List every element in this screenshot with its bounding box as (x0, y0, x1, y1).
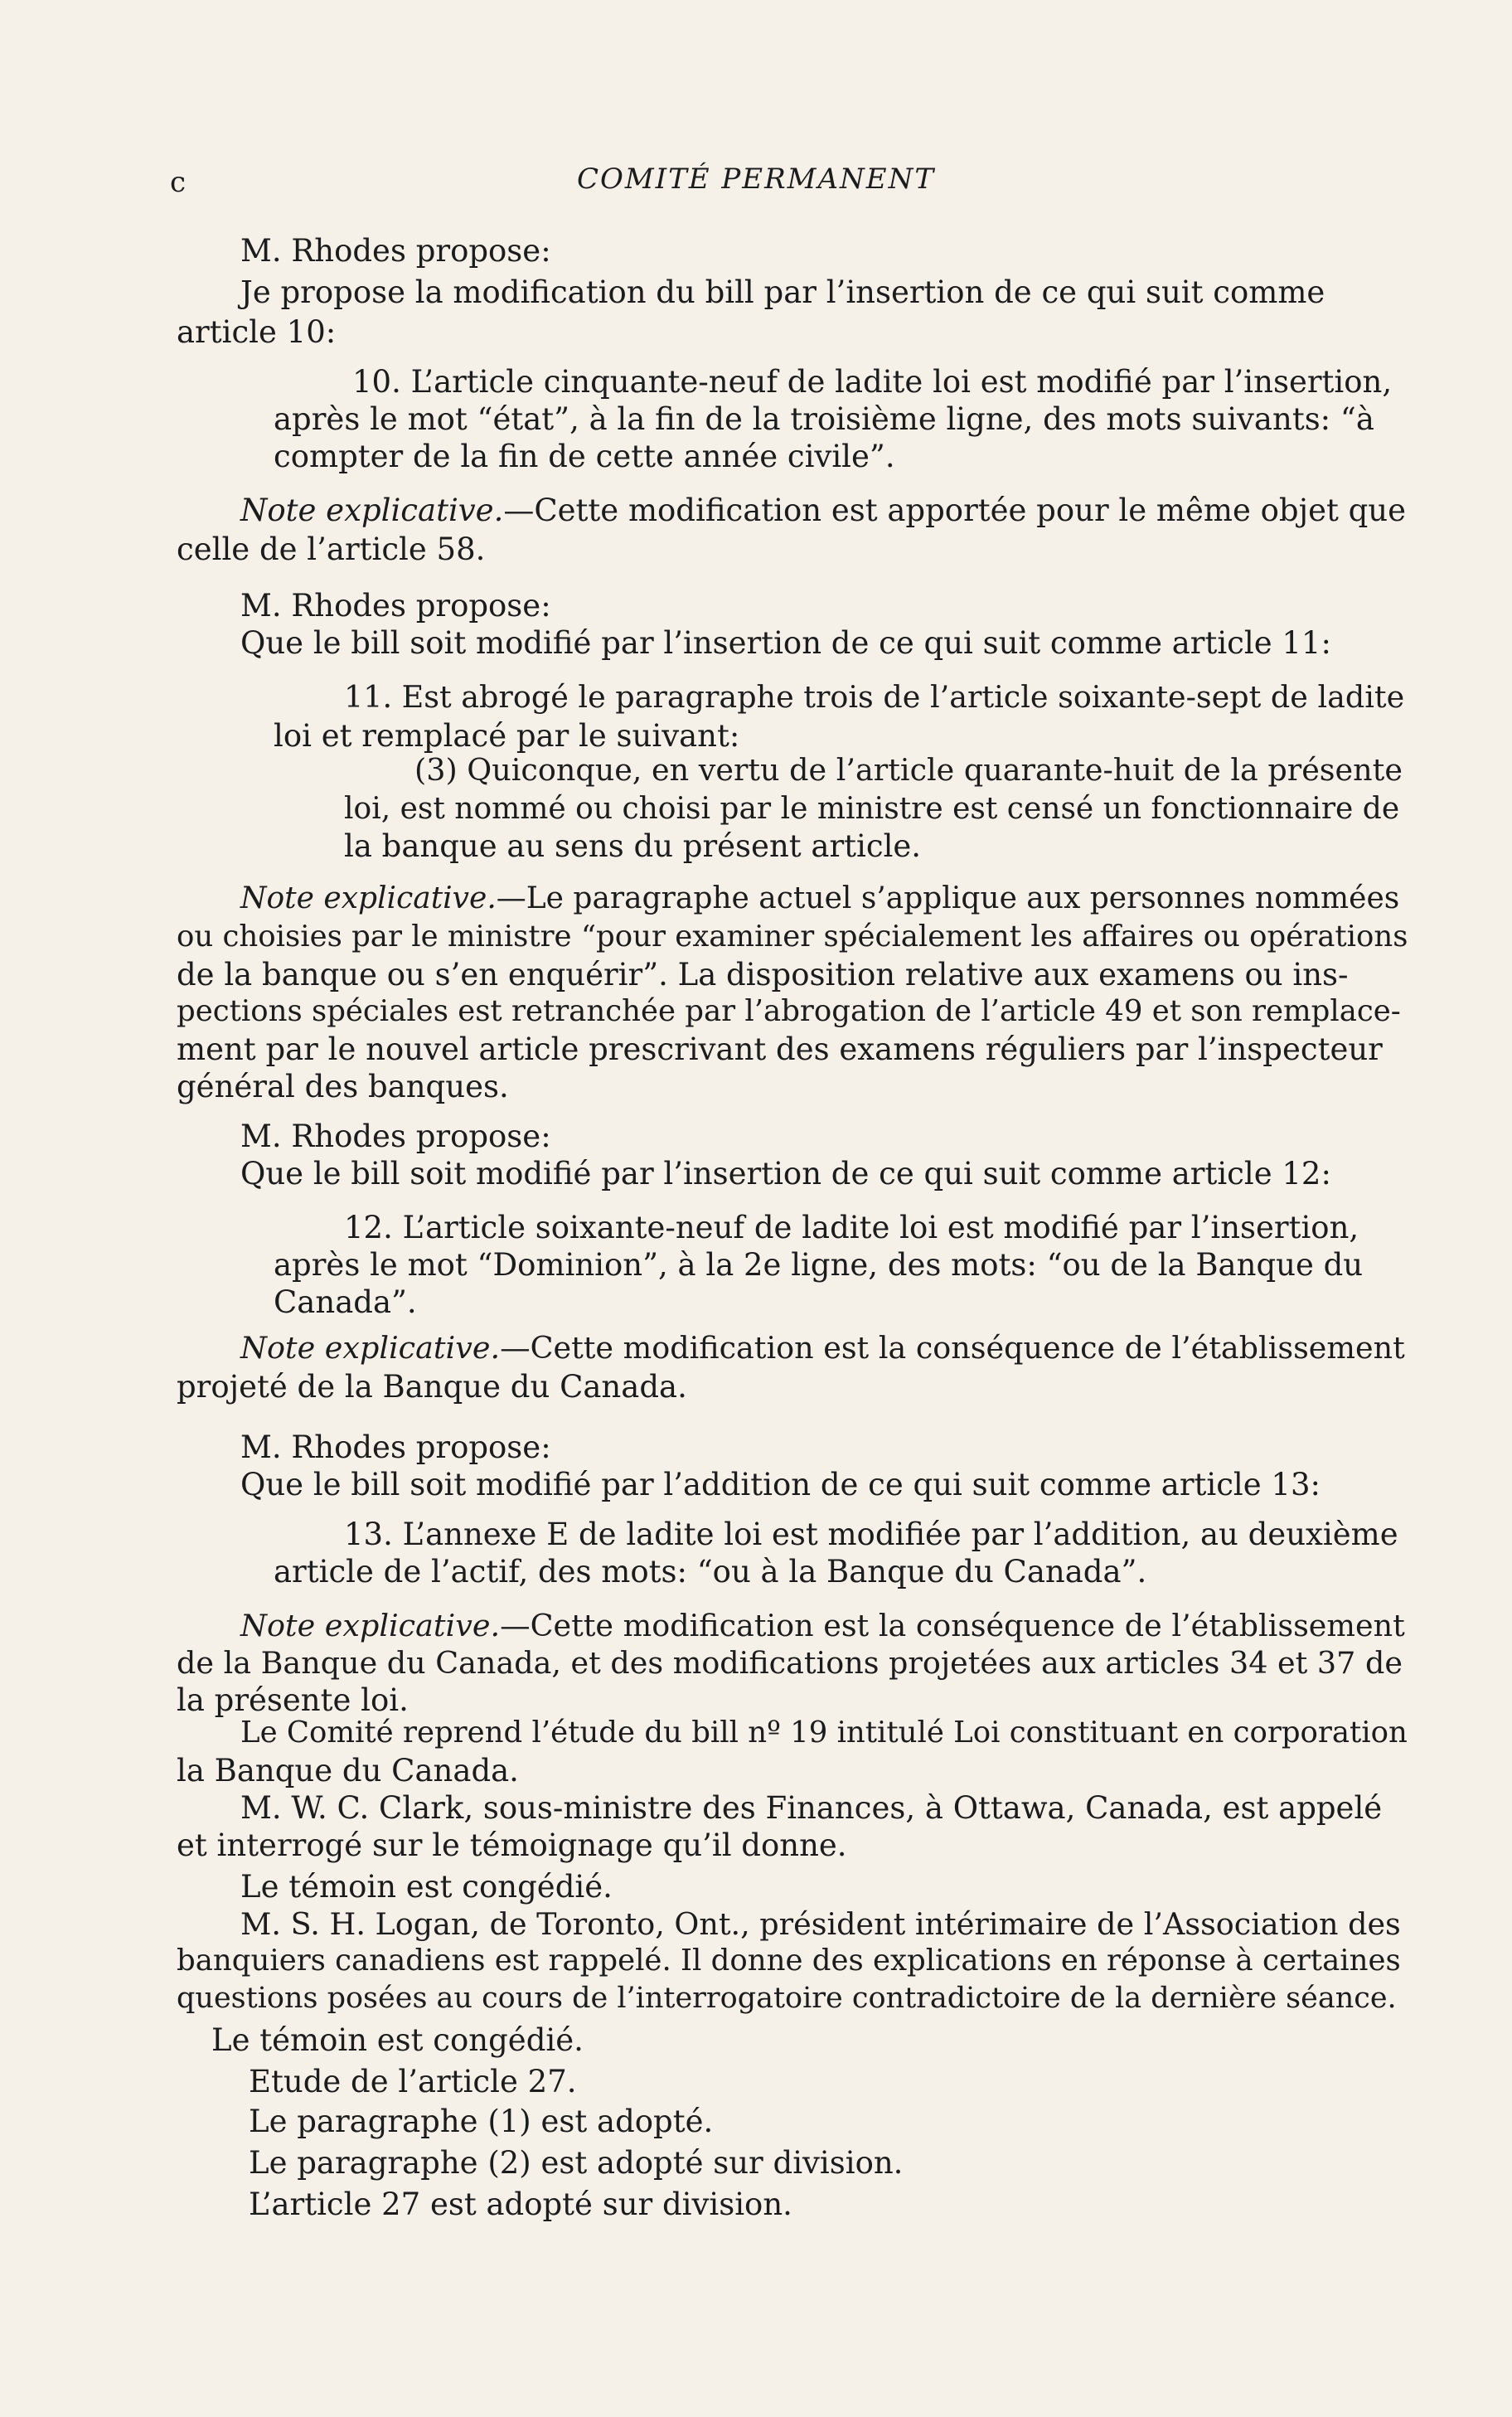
text-line: article 10: (177, 314, 337, 350)
page-number: c (170, 166, 187, 199)
text-line: (3) Quiconque, en vertu de l’article quarante-huit de la présente (414, 752, 1403, 788)
text-line: loi et remplacé par le suivant: (274, 718, 740, 754)
text-line: M. W. C. Clark, sous-ministre des Finances, à Ottawa, Canada, est appelé (240, 1790, 1383, 1826)
text-line: Le témoin est congédié. (240, 1869, 613, 1905)
note-text: —Cette modification est la conséquence de l’établissement (500, 1608, 1405, 1643)
text-line: projeté de la Banque du Canada. (177, 1369, 687, 1405)
text-line: Canada”. (274, 1284, 417, 1320)
text-line: Que le bill soit modifié par l’insertion de ce qui suit comme article 12: (240, 1156, 1331, 1192)
text-line: après le mot “Dominion”, à la 2e ligne, des mots: “ou de la Banque du (274, 1247, 1364, 1283)
text-line: Le paragraphe (1) est adopté. (249, 2104, 714, 2139)
note-text: —Cette modification est apportée pour le même objet que (503, 493, 1407, 528)
text-line: M. Rhodes propose: (240, 233, 551, 269)
text-line: M. Rhodes propose: (240, 588, 551, 624)
text-line: général des banques. (177, 1069, 509, 1104)
note-line (240, 1331, 1405, 1366)
note-label: Note explicative. (240, 881, 497, 915)
note-line (240, 1609, 1405, 1643)
text-line: la présente loi. (177, 1682, 409, 1718)
text-line: Que le bill soit modifié par l’insertion de ce qui suit comme article 11: (240, 625, 1331, 661)
text-line: et interrogé sur le témoignage qu’il donne. (177, 1827, 847, 1863)
note-text: —Cette modification est la conséquence de l’établissement (500, 1330, 1405, 1366)
note-text: —Le paragraphe actuel s’applique aux personnes nommées (496, 881, 1400, 915)
text-line: banquiers canadiens est rappelé. Il donne des explications en réponse à certaines (177, 1944, 1401, 1978)
text-line: 13. L’annexe E de ladite loi est modifiée par l’addition, au deuxième (344, 1517, 1398, 1552)
text-line: Le témoin est congédié. (211, 2022, 584, 2058)
text-line: questions posées au cours de l’interrogatoire contradictoire de la dernière séance. (177, 1982, 1397, 2015)
text-line: Le Comité reprend l’étude du bill nº 19 intitulé Loi constituant en corporation (240, 1716, 1408, 1750)
text-line: M. Rhodes propose: (240, 1119, 551, 1154)
text-line: Etude de l’article 27. (249, 2064, 577, 2099)
text-line: article de l’actif, des mots: “ou à la Banque du Canada”. (274, 1554, 1147, 1589)
text-line: ment par le nouvel article prescrivant des examens réguliers par l’inspecteur (177, 1031, 1383, 1067)
text-line: Je propose la modification du bill par l’insertion de ce qui suit comme (240, 274, 1325, 310)
text-line: 11. Est abrogé le paragraphe trois de l’article soixante-sept de ladite (344, 679, 1405, 715)
note-label: Note explicative. (240, 1330, 501, 1366)
note-line (240, 881, 1399, 915)
text-line: Le paragraphe (2) est adopté sur division. (249, 2145, 904, 2181)
note-label: Note explicative. (240, 1608, 501, 1643)
text-line: Que le bill soit modifié par l’addition de ce qui suit comme article 13: (240, 1467, 1321, 1502)
text-line: pections spéciales est retranchée par l’abrogation de l’article 49 et son remplace- (177, 994, 1401, 1028)
text-line: compter de la fin de cette année civile”. (274, 439, 895, 474)
text-line: la banque au sens du présent article. (344, 828, 922, 864)
text-line: ou choisies par le ministre “pour examiner spécialement les affaires ou opérations (177, 920, 1408, 954)
text-line: après le mot “état”, à la fin de la troisième ligne, des mots suivants: “à (274, 401, 1374, 437)
text-line: loi, est nommé ou choisi par le ministre est censé un fonctionnaire de (344, 792, 1400, 826)
note-label: Note explicative. (240, 493, 504, 528)
text-line: M. S. H. Logan, de Toronto, Ont., président intérimaire de l’Association des (240, 1906, 1401, 1942)
text-line: 12. L’article soixante-neuf de ladite loi est modifié par l’insertion, (344, 1210, 1359, 1245)
text-line: de la Banque du Canada, et des modifications projetées aux articles 34 et 37 de (177, 1645, 1403, 1681)
text-line: celle de l’article 58. (177, 531, 486, 567)
running-title: COMITÉ PERMANENT (576, 163, 936, 196)
text-line: la Banque du Canada. (177, 1753, 519, 1788)
text-line: de la banque ou s’en enquérir”. La disposition relative aux examens ou ins- (177, 957, 1349, 993)
text-line: L’article 27 est adopté sur division. (249, 2186, 792, 2222)
text-line: 10. L’article cinquante-neuf de ladite loi est modifié par l’insertion, (352, 364, 1393, 400)
note-line (240, 493, 1406, 529)
text-line: M. Rhodes propose: (240, 1429, 551, 1465)
